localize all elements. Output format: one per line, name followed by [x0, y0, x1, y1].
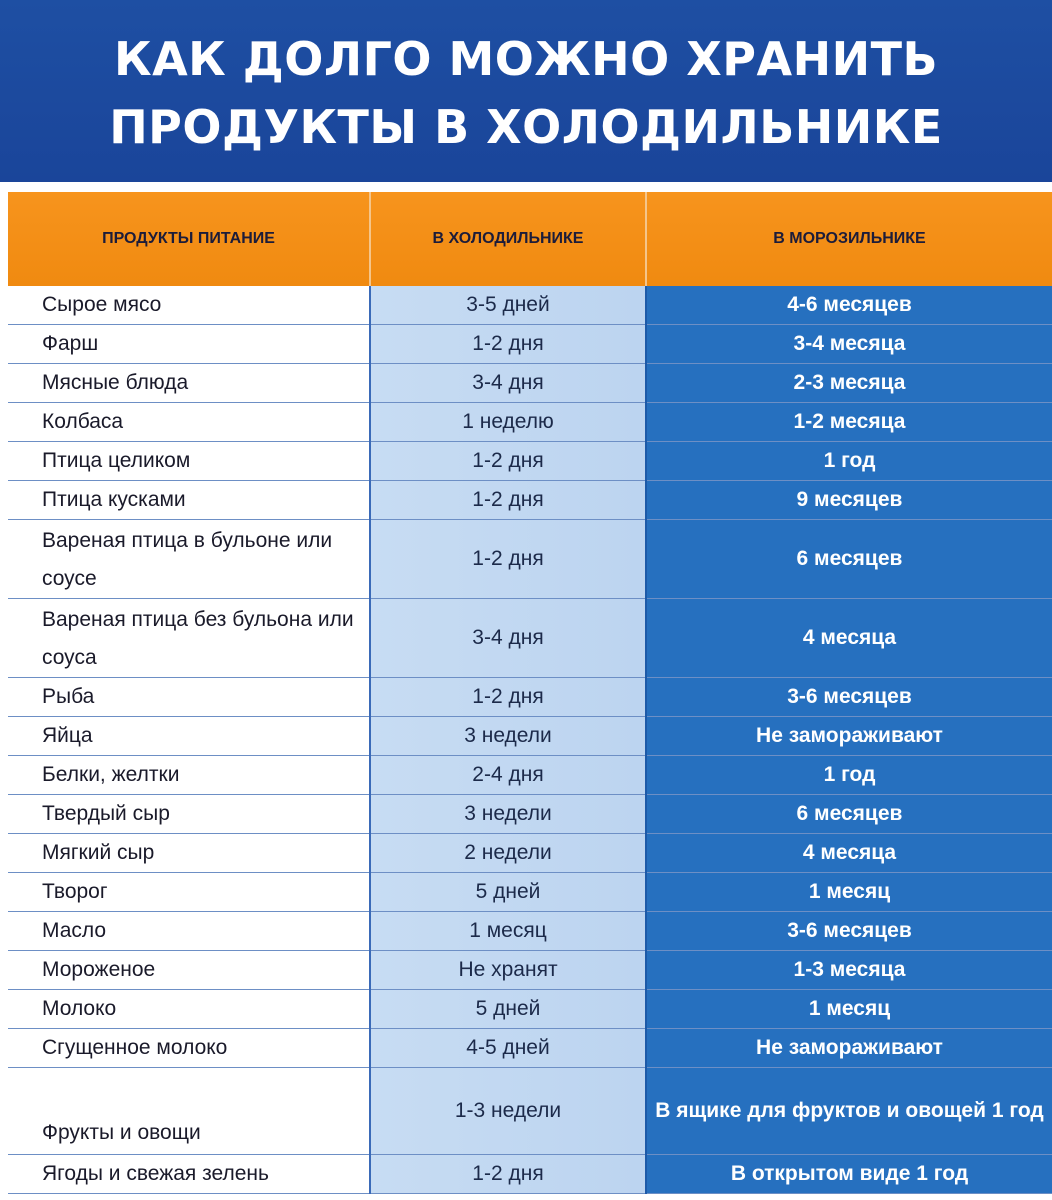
- table-row: [8, 286, 1052, 325]
- product-cell-text: Фрукты и овощи: [42, 1121, 201, 1144]
- table-header-row: [8, 192, 1052, 286]
- fridge-cell: 2-4 дня: [370, 756, 646, 795]
- fridge-cell: 3-4 дня: [370, 599, 646, 678]
- table-row: [8, 1155, 1052, 1194]
- column-header-products: ПРОДУКТЫ ПИТАНИЕ: [8, 192, 370, 286]
- table-row: [8, 912, 1052, 951]
- title-line-1: КАК ДОЛГО МОЖНО ХРАНИТЬ: [113, 32, 939, 86]
- fridge-cell: 1 месяц: [370, 912, 646, 951]
- freezer-cell: 6 месяцев: [646, 520, 1052, 599]
- fridge-cell: 4-5 дней: [370, 1029, 646, 1068]
- fridge-cell: 5 дней: [370, 990, 646, 1029]
- freezer-cell: 1 месяц: [646, 873, 1052, 912]
- storage-table: [8, 192, 1052, 1194]
- freezer-cell: Не замораживают: [646, 1029, 1052, 1068]
- freezer-cell: 1 месяц: [646, 990, 1052, 1029]
- product-cell: Белки, желтки: [8, 756, 370, 795]
- product-cell: Фарш: [8, 325, 370, 364]
- column-header-freezer: В МОРОЗИЛЬНИКЕ: [646, 192, 1052, 286]
- product-cell: Яйца: [8, 717, 370, 756]
- title-banner: [0, 0, 1052, 182]
- table-row: [8, 756, 1052, 795]
- freezer-cell: [646, 1068, 1052, 1155]
- table-row: [8, 403, 1052, 442]
- table-row: [8, 442, 1052, 481]
- fridge-cell: 1-2 дня: [370, 442, 646, 481]
- product-cell: Мягкий сыр: [8, 834, 370, 873]
- product-cell: Ягоды и свежая зелень: [8, 1155, 370, 1194]
- product-cell: Сырое мясо: [8, 286, 370, 325]
- fridge-cell: 3-4 дня: [370, 364, 646, 403]
- table-row: [8, 717, 1052, 756]
- product-cell: [8, 520, 370, 599]
- freezer-cell: 2-3 месяца: [646, 364, 1052, 403]
- fridge-cell: 1-2 дня: [370, 481, 646, 520]
- product-cell: Мясные блюда: [8, 364, 370, 403]
- fridge-cell: 5 дней: [370, 873, 646, 912]
- freezer-cell: 6 месяцев: [646, 795, 1052, 834]
- product-cell: Мороженое: [8, 951, 370, 990]
- fridge-cell: 1-2 дня: [370, 325, 646, 364]
- table-row: [8, 1068, 1052, 1155]
- fridge-cell: 2 недели: [370, 834, 646, 873]
- table-row: [8, 599, 1052, 678]
- column-header-fridge: В ХОЛОДИЛЬНИКЕ: [370, 192, 646, 286]
- fridge-cell: 1 неделю: [370, 403, 646, 442]
- product-cell: Сгущенное молоко: [8, 1029, 370, 1068]
- freezer-cell: В открытом виде 1 год: [646, 1155, 1052, 1194]
- table-row: [8, 990, 1052, 1029]
- freezer-cell: 1 год: [646, 442, 1052, 481]
- freezer-cell: 4-6 месяцев: [646, 286, 1052, 325]
- table-row: [8, 325, 1052, 364]
- table-row: [8, 364, 1052, 403]
- product-cell: Масло: [8, 912, 370, 951]
- freezer-cell: 1-3 месяца: [646, 951, 1052, 990]
- product-cell: [8, 599, 370, 678]
- fridge-cell: 1-2 дня: [370, 520, 646, 599]
- table-row: [8, 834, 1052, 873]
- fridge-cell: 1-2 дня: [370, 1155, 646, 1194]
- table-row: [8, 520, 1052, 599]
- table-row: [8, 1029, 1052, 1068]
- product-cell: Молоко: [8, 990, 370, 1029]
- product-cell: Рыба: [8, 678, 370, 717]
- freezer-cell: 1-2 месяца: [646, 403, 1052, 442]
- product-cell: Колбаса: [8, 403, 370, 442]
- freezer-cell: 9 месяцев: [646, 481, 1052, 520]
- product-cell-text: Вареная птица без бульона или соуса: [42, 608, 354, 669]
- freezer-cell: 1 год: [646, 756, 1052, 795]
- product-cell: Творог: [8, 873, 370, 912]
- table-row: [8, 795, 1052, 834]
- fridge-cell: 3-5 дней: [370, 286, 646, 325]
- table-row: [8, 873, 1052, 912]
- freezer-cell: 3-4 месяца: [646, 325, 1052, 364]
- fridge-cell: Не хранят: [370, 951, 646, 990]
- freezer-cell: 4 месяца: [646, 599, 1052, 678]
- product-cell: Птица целиком: [8, 442, 370, 481]
- fridge-cell: 1-2 дня: [370, 678, 646, 717]
- freezer-cell: 3-6 месяцев: [646, 678, 1052, 717]
- freezer-cell: Не замораживают: [646, 717, 1052, 756]
- title-line-2: ПРОДУКТЫ В ХОЛОДИЛЬНИКЕ: [109, 100, 943, 154]
- product-cell: [8, 1068, 370, 1155]
- fridge-cell: 3 недели: [370, 795, 646, 834]
- fridge-cell: 3 недели: [370, 717, 646, 756]
- freezer-cell-text: В ящике для фруктов и овощей 1 год: [655, 1099, 1044, 1122]
- product-cell: Твердый сыр: [8, 795, 370, 834]
- fridge-cell: 1-3 недели: [370, 1068, 646, 1155]
- product-cell-text: Вареная птица в бульоне или соусе: [42, 529, 333, 590]
- table-row: [8, 481, 1052, 520]
- freezer-cell: 3-6 месяцев: [646, 912, 1052, 951]
- table-row: [8, 951, 1052, 990]
- product-cell: Птица кусками: [8, 481, 370, 520]
- freezer-cell: 4 месяца: [646, 834, 1052, 873]
- table-row: [8, 678, 1052, 717]
